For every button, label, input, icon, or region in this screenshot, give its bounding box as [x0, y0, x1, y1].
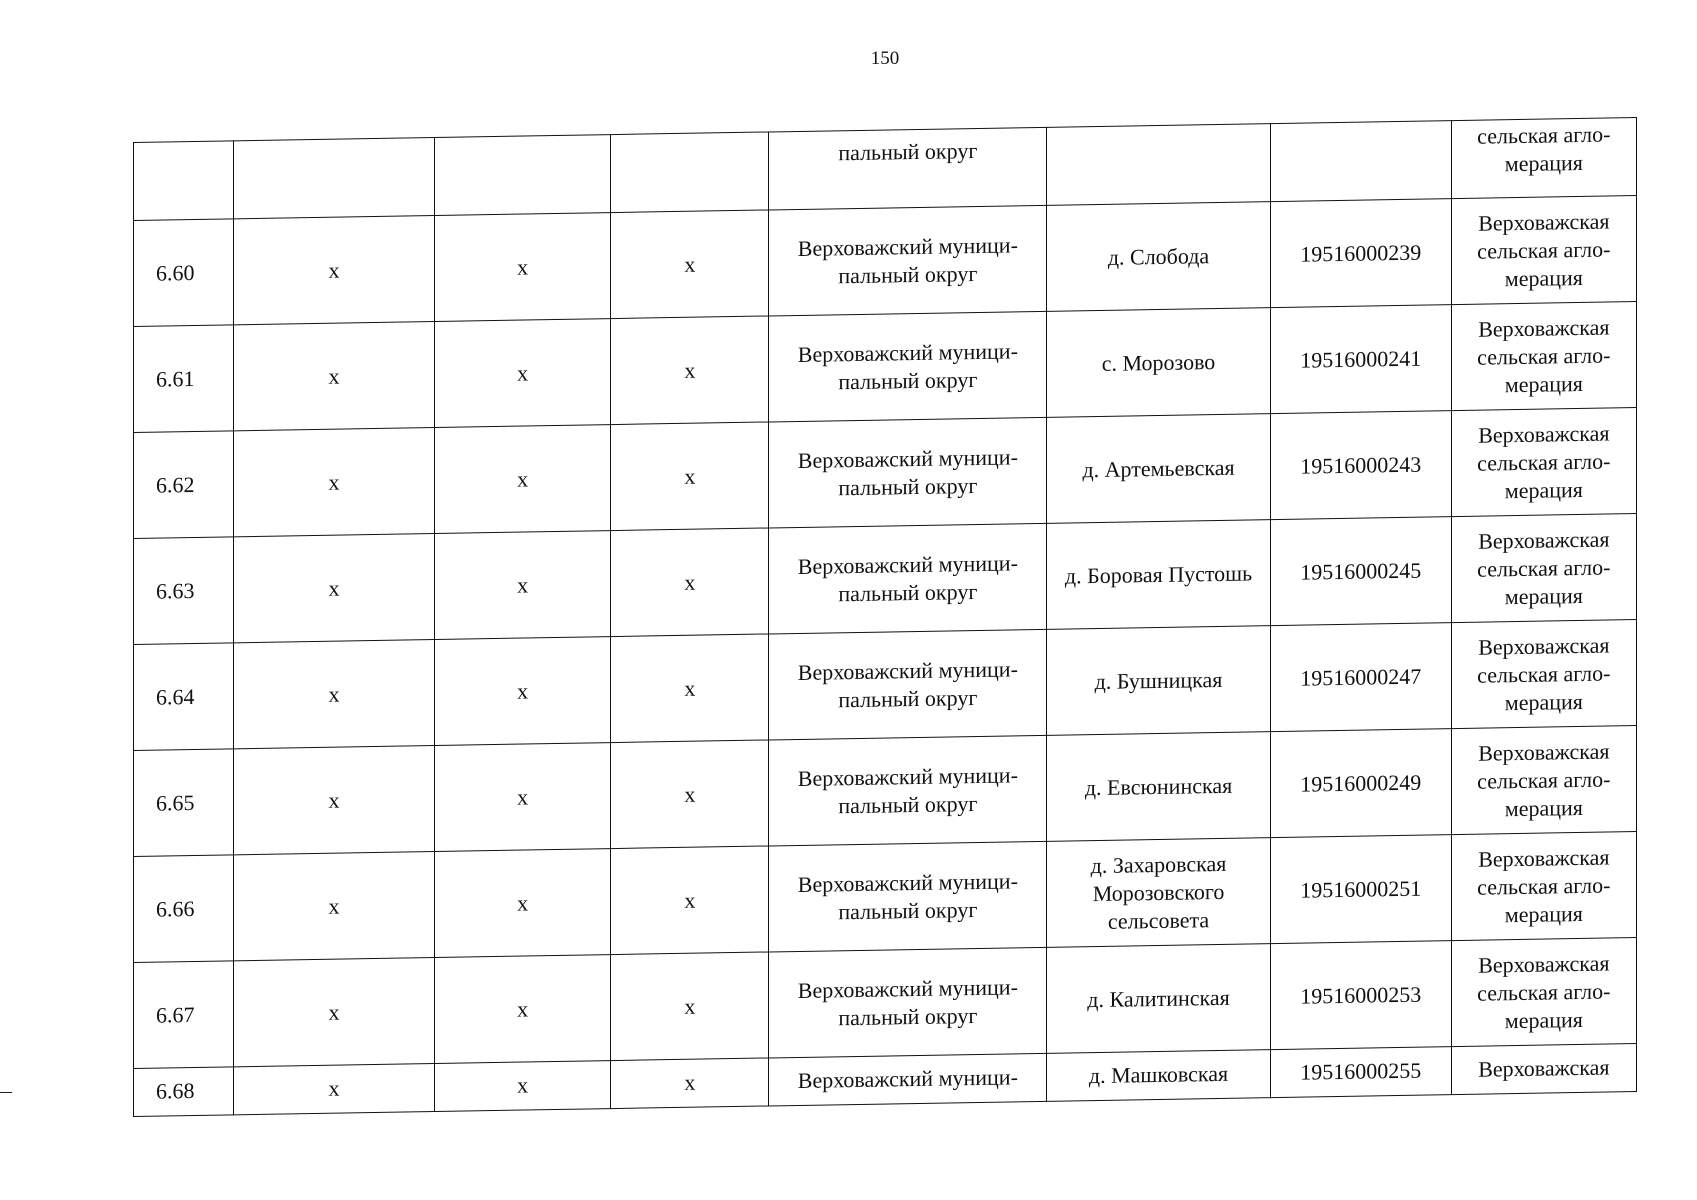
cell-col3: х — [611, 740, 769, 849]
cell-col2: х — [434, 531, 611, 640]
cell-line: сельсовета — [1107, 906, 1210, 934]
cell-num: 6.66 — [134, 855, 234, 963]
cell-col2: х — [434, 213, 611, 322]
cell-col1: х — [234, 534, 435, 643]
cell-line: сельская агло- — [1477, 872, 1611, 900]
cell-code: 19516000249 — [1270, 729, 1451, 838]
cell-col3: х — [611, 422, 769, 531]
cell-district — [769, 629, 1047, 740]
cell-line: Верховажский муници- — [797, 549, 1018, 579]
cell-c1: х — [234, 1064, 435, 1115]
cell-district: Верховажский муници- — [769, 1053, 1047, 1106]
cell-col1 — [234, 138, 435, 219]
cell-line: д. Захаровская — [1090, 850, 1227, 878]
cell-settlement — [1047, 124, 1270, 206]
cell-settlement — [1047, 732, 1270, 842]
cell-line: Морозовского — [1092, 878, 1225, 906]
cell-line: Верховажская — [1478, 314, 1610, 342]
cell-col2: х — [434, 425, 611, 534]
cell-line: с. Морозово — [1101, 348, 1216, 376]
cell-code: 19516000253 — [1270, 941, 1451, 1050]
cell-line: сельская агло- — [1477, 554, 1611, 582]
cell-line: Верховажский муници- — [797, 655, 1018, 685]
cell-district — [769, 947, 1047, 1058]
cell-code: 19516000243 — [1270, 411, 1451, 520]
cell-line: д. Калитинская — [1087, 984, 1230, 1012]
cell-col3: х — [611, 210, 769, 319]
cell-line: мерация — [1504, 476, 1583, 503]
cell-col1: х — [234, 640, 435, 749]
cell-line: Верховажская — [1478, 950, 1610, 978]
page-number: 150 — [870, 48, 900, 69]
cell-line: мерация — [1504, 688, 1583, 715]
cell-col2: х — [434, 743, 611, 852]
cell-district — [769, 841, 1047, 952]
cell-district — [769, 735, 1047, 846]
cell-line: сельская агло- — [1477, 342, 1611, 370]
cell-line: мерация — [1504, 794, 1583, 821]
cell-num: 6.68 — [134, 1067, 234, 1117]
cell-col2: х — [434, 637, 611, 746]
cell-col3: х — [611, 952, 769, 1061]
cell-settlement: д. Машковская — [1047, 1050, 1270, 1102]
cell-line: сельская агло- — [1477, 978, 1611, 1006]
cell-line: д. Артемьевская — [1082, 454, 1235, 482]
cell-num — [134, 141, 234, 221]
cell-agglomeration — [1451, 938, 1636, 1047]
cell-settlement — [1047, 414, 1270, 524]
cell-line: мерация — [1504, 370, 1583, 397]
margin-mark — [0, 1092, 12, 1093]
cell-num: 6.64 — [134, 643, 234, 751]
cell-code: 19516000241 — [1270, 305, 1451, 414]
cell-agglomeration — [1451, 118, 1636, 199]
cell-district — [769, 523, 1047, 634]
cell-line: сельская агло- — [1477, 660, 1611, 688]
cell-line: мерация — [1504, 900, 1583, 927]
cell-line: сельская агло- — [1477, 236, 1611, 264]
cell-num: 6.63 — [134, 537, 234, 645]
cell-line: Верховажский муници- — [797, 867, 1018, 897]
cell-line: Верховажская — [1478, 526, 1610, 554]
cell-line: пальный округ — [838, 684, 978, 712]
cell-col1: х — [234, 958, 435, 1067]
cell-col3: х — [611, 528, 769, 637]
cell-c3: х — [611, 1058, 769, 1109]
cell-agglomeration — [1451, 832, 1636, 941]
cell-code: 19516000245 — [1270, 517, 1451, 626]
cell-line: д. Бушницкая — [1094, 666, 1223, 694]
agglomeration-line: сельская агло- — [1477, 121, 1611, 149]
cell-code: 19516000251 — [1270, 835, 1451, 944]
cell-col3: х — [611, 316, 769, 425]
cell-num: 6.60 — [134, 219, 234, 327]
cell-line: пальный округ — [838, 472, 978, 500]
cell-col1: х — [234, 216, 435, 325]
cell-col2: х — [434, 849, 611, 958]
cell-settlement — [1047, 308, 1270, 418]
cell-num: 6.62 — [134, 431, 234, 539]
cell-line: пальный округ — [838, 578, 978, 606]
cell-settlement — [1047, 944, 1270, 1054]
cell-district: пальный округ — [769, 127, 1047, 210]
cell-line: Верховажская — [1478, 844, 1610, 872]
cell-line: д. Евсюнинская — [1084, 772, 1233, 800]
cell-code — [1270, 121, 1451, 202]
cell-agglomeration — [1451, 620, 1636, 729]
agglomeration-line: мерация — [1504, 149, 1583, 177]
cell-line: д. Боровая Пустошь — [1064, 559, 1253, 589]
cell-num: 6.67 — [134, 961, 234, 1069]
cell-col1: х — [234, 746, 435, 855]
cell-district — [769, 417, 1047, 528]
cell-code: 19516000239 — [1270, 199, 1451, 308]
cell-line: Верховажский муници- — [797, 443, 1018, 473]
settlements-table — [133, 117, 1637, 1117]
cell-line: мерация — [1504, 264, 1583, 291]
cell-line: Верховажский муници- — [797, 337, 1018, 367]
cell-agglomeration — [1451, 408, 1636, 517]
cell-line: Верховажская — [1478, 420, 1610, 448]
cell-line: мерация — [1504, 1006, 1583, 1033]
cell-agglomeration — [1451, 726, 1636, 835]
cell-line: Верховажский муници- — [797, 761, 1018, 791]
cell-col1: х — [234, 428, 435, 537]
cell-settlement — [1047, 520, 1270, 630]
cell-col1: х — [234, 852, 435, 961]
cell-line: Верховажская — [1478, 632, 1610, 660]
cell-code: 19516000255 — [1270, 1047, 1451, 1098]
cell-col2: х — [434, 319, 611, 428]
cell-line: Верховажская — [1478, 208, 1610, 236]
cell-agglomeration — [1451, 514, 1636, 623]
cell-district — [769, 205, 1047, 316]
cell-col1: х — [234, 322, 435, 431]
cell-col2 — [434, 135, 611, 216]
cell-settlement — [1047, 838, 1270, 948]
cell-num: 6.65 — [134, 749, 234, 857]
cell-col3: х — [611, 846, 769, 955]
cell-line: сельская агло- — [1477, 448, 1611, 476]
cell-col3 — [611, 132, 769, 213]
cell-line: д. Слобода — [1107, 242, 1210, 270]
cell-agglomeration — [1451, 302, 1636, 411]
cell-line: пальный округ — [838, 896, 978, 924]
cell-line: Верховажская — [1478, 738, 1610, 766]
cell-line: Верховажский муници- — [797, 973, 1018, 1003]
cell-col3: х — [611, 634, 769, 743]
cell-c2: х — [434, 1061, 611, 1112]
cell-col2: х — [434, 955, 611, 1064]
cell-code: 19516000247 — [1270, 623, 1451, 732]
cell-line: сельская агло- — [1477, 766, 1611, 794]
cell-line: пальный округ — [838, 790, 978, 818]
cell-line: мерация — [1504, 582, 1583, 609]
cell-agglomeration — [1451, 196, 1636, 305]
cell-line: пальный округ — [838, 1002, 978, 1030]
cell-line: Верховажский муници- — [797, 231, 1018, 261]
cell-num: 6.61 — [134, 325, 234, 433]
cell-district — [769, 311, 1047, 422]
cell-line: пальный округ — [838, 260, 978, 288]
table-container — [133, 117, 1637, 1117]
cell-settlement — [1047, 202, 1270, 312]
cell-settlement — [1047, 626, 1270, 736]
cell-line: пальный округ — [838, 366, 978, 394]
cell-agglomeration: Верховажская — [1451, 1044, 1636, 1095]
